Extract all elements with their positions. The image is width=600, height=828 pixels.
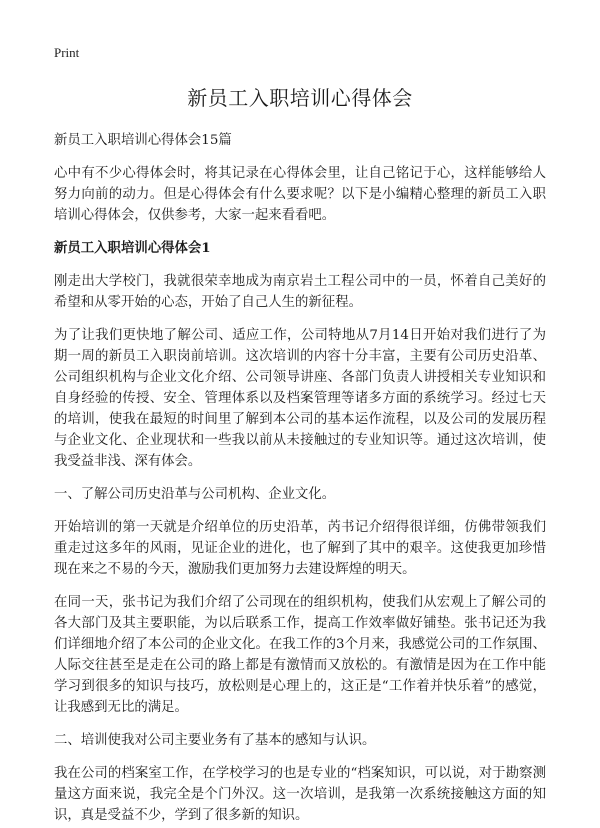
body-paragraph-3: 开始培训的第一天就是介绍单位的历史沿革，芮书记介绍得很详细，仿佛带领我们重走过这多年的风雨，见证企业的进化，也了解到了其中的艰辛。这使我更加珍惜现在来之不易的今天，激励我们更加努力去建设辉煌的明天。: [54, 520, 546, 577]
body-subheading-1: 一、了解公司历史沿革与公司机构、企业文化。: [54, 487, 336, 502]
body-subheading-2: 二、培训使我对公司主要业务有了基本的感知与认识。: [54, 733, 376, 748]
body-paragraph-4: 在同一天，张书记为我们介绍了公司现在的组织机构，使我们从宏观上了解公司的各大部门及其主要职能，为以后联系工作，提高工作效率做好铺垫。张书记还为我们详细地介绍了本公司的企业文化。在我工作的3个月来，我感觉公司的工作氛围、人际交往甚至是走在公司的路上都是有激情而又放松的。有激情是因为在工作中能学习到很多的知识与技巧，放松则是心理上的，这正是“工作着并快乐着”的感觉，让我感到无比的满足。: [54, 595, 546, 715]
body-paragraph-2: 为了让我们更快地了解公司、适应工作，公司特地从7月14日开始对我们进行了为期一周的新员工入职岗前培训。这次培训的内容十分丰富，主要有公司历史沿革、公司组织机构与企业文化介绍、公司领导讲座、各部门负责人讲授相关专业知识和自身经验的传授、安全、管理体系以及档案管理等诸多方面的系统学习。经过七天的培训，使我在最短的时间里了解到本公司的基本运作流程，以及公司的发展历程与企业文化、企业现状和一些我以前从未接触过的专业知识等。通过这次培训，使我受益非浅、深有体会。: [54, 328, 546, 469]
intro-paragraph: 心中有不少心得体会时，将其记录在心得体会里，让自己铭记于心，这样能够给人努力向前的动力。但是心得体会有什么要求呢？以下是小编精心整理的新员工入职培训心得体会，仅供参考，大家一起来看看吧。: [54, 166, 546, 223]
document-subtitle: 新员工入职培训心得体会15篇: [54, 133, 232, 148]
section-heading: 新员工入职培训心得体会1: [54, 240, 211, 256]
body-paragraph-1: 刚走出大学校门，我就很荣幸地成为南京岩土工程公司中的一员，怀着自己美好的希望和从零开始的心态，开始了自己人生的新征程。: [54, 274, 546, 310]
page-title: 新员工入职培训心得体会: [187, 86, 413, 110]
print-link[interactable]: Print: [54, 45, 80, 60]
body-paragraph-5: 我在公司的档案室工作，在学校学习的也是专业的“档案知识，可以说，对于勘察测量这方面来说，我完全是个门外汉。这一次培训，是我第一次系统接触这方面的知识，真是受益不少，学到了很多新的知识。: [54, 766, 546, 823]
